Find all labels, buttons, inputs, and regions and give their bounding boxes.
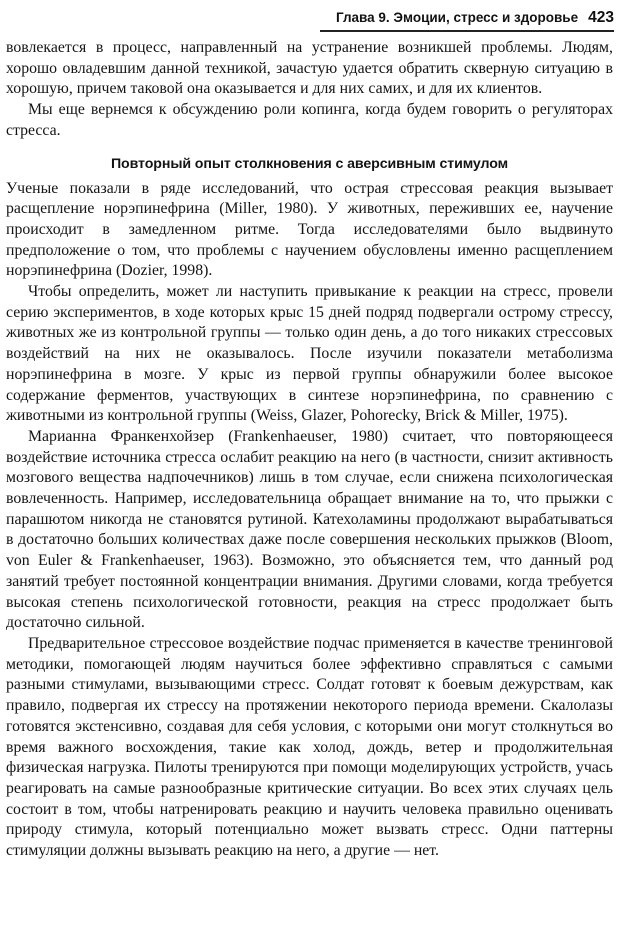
chapter-title: Глава 9. Эмоции, стресс и здоровье bbox=[335, 10, 579, 25]
header-rule bbox=[320, 30, 614, 32]
paragraph: Марианна Франкенхойзер (Frankenhaeuser, 1980) считает, что повторяющееся воздействие источника стресса ослабит реакцию на него (в частности, снизит активность мозгового вещества надпочечников) лишь в том случае, если снижена психологическая вовлеченность. Например, исследовательница обращает внимание на то, что прыжки с парашютом никогда не становятся рутиной. Катехоламины продолжают вырабатываться в достаточно больших количествах даже после совершения нескольких прыжков (Bloom, von Euler & Frankenhaeuser, 1963). Возможно, это объясняется тем, что данный род занятий требует постоянной концентрации внимания. Другими словами, когда требуется высокая степень психологической готовности, реакция на стресс продолжает быть достаточно сильной. bbox=[6, 427, 613, 632]
section-heading: Повторный опыт столкновения с аверсивным стимулом bbox=[110, 155, 509, 172]
paragraph: Мы еще вернемся к обсуждению роли копинга, когда будем говорить о регуляторах стресса. bbox=[6, 101, 613, 139]
running-header bbox=[0, 8, 614, 30]
paragraph: Чтобы определить, может ли наступить привыкание к реакции на стресс, провели серию экспериментов, в ходе которых крыс 15 дней подряд подвергали острому стрессу, животных же из контрольной группы — только один день, а до того никаких стрессовых воздействий на них не оказывалось. После изучили показатели метаболизма норэпинефрина в мозге. У крыс из первой группы обнаружили более высокое содержание ферментов, участвующих в синтезе норэпинефрина, по сравнению с животными из контрольной группы (Weiss, Glazer, Pohorecky, Brick & Miller, 1975). bbox=[6, 283, 613, 425]
page-number: 423 bbox=[588, 9, 614, 26]
paragraph: Предварительное стрессовое воздействие подчас применяется в качестве тренинговой методики, помогающей людям научиться более эффективно справляться с самыми разными стимулами, вызывающими стресс. Солдат готовят к боевым дежурствам, как правило, подвергая их стрессу на протяжении некоторого периода времени. Скалолазы готовятся экстенсивно, создавая для себя условия, с которыми они могут столкнуться во время важного восхождения, такие как холод, дождь, ветер и продолжительная физическая нагрузка. Пилоты тренируются при помощи моделирующих устройств, учась реагировать на самые разнообразные критические ситуации. Во всех этих случаях цель состоит в том, чтобы натренировать реакцию и научить человека правильно оценивать природу стимула, который потенциально может вызвать стресс. Одни паттерны стимуляции должны вызывать реакцию на него, а другие — нет. bbox=[6, 634, 613, 860]
paragraph-continued: вовлекается в процесс, направленный на устранение возникшей проблемы. Людям, хорошо овладевшим данной техникой, зачастую удается обратить скверную ситуацию в хорошую, причем таковой она оказывается и для них самих, и для их клиентов. bbox=[6, 39, 613, 98]
paragraph: Ученые показали в ряде исследований, что острая стрессовая реакция вызывает расщепление норэпинефрина (Miller, 1980). У животных, переживших ее, научение происходит в замедленном ритме. Тогда исследователями было выдвинуто предположение о том, что проблемы с научением обусловлены именно расщеплением норэпинефрина (Dozier, 1998). bbox=[6, 179, 613, 280]
body-text bbox=[6, 38, 613, 862]
